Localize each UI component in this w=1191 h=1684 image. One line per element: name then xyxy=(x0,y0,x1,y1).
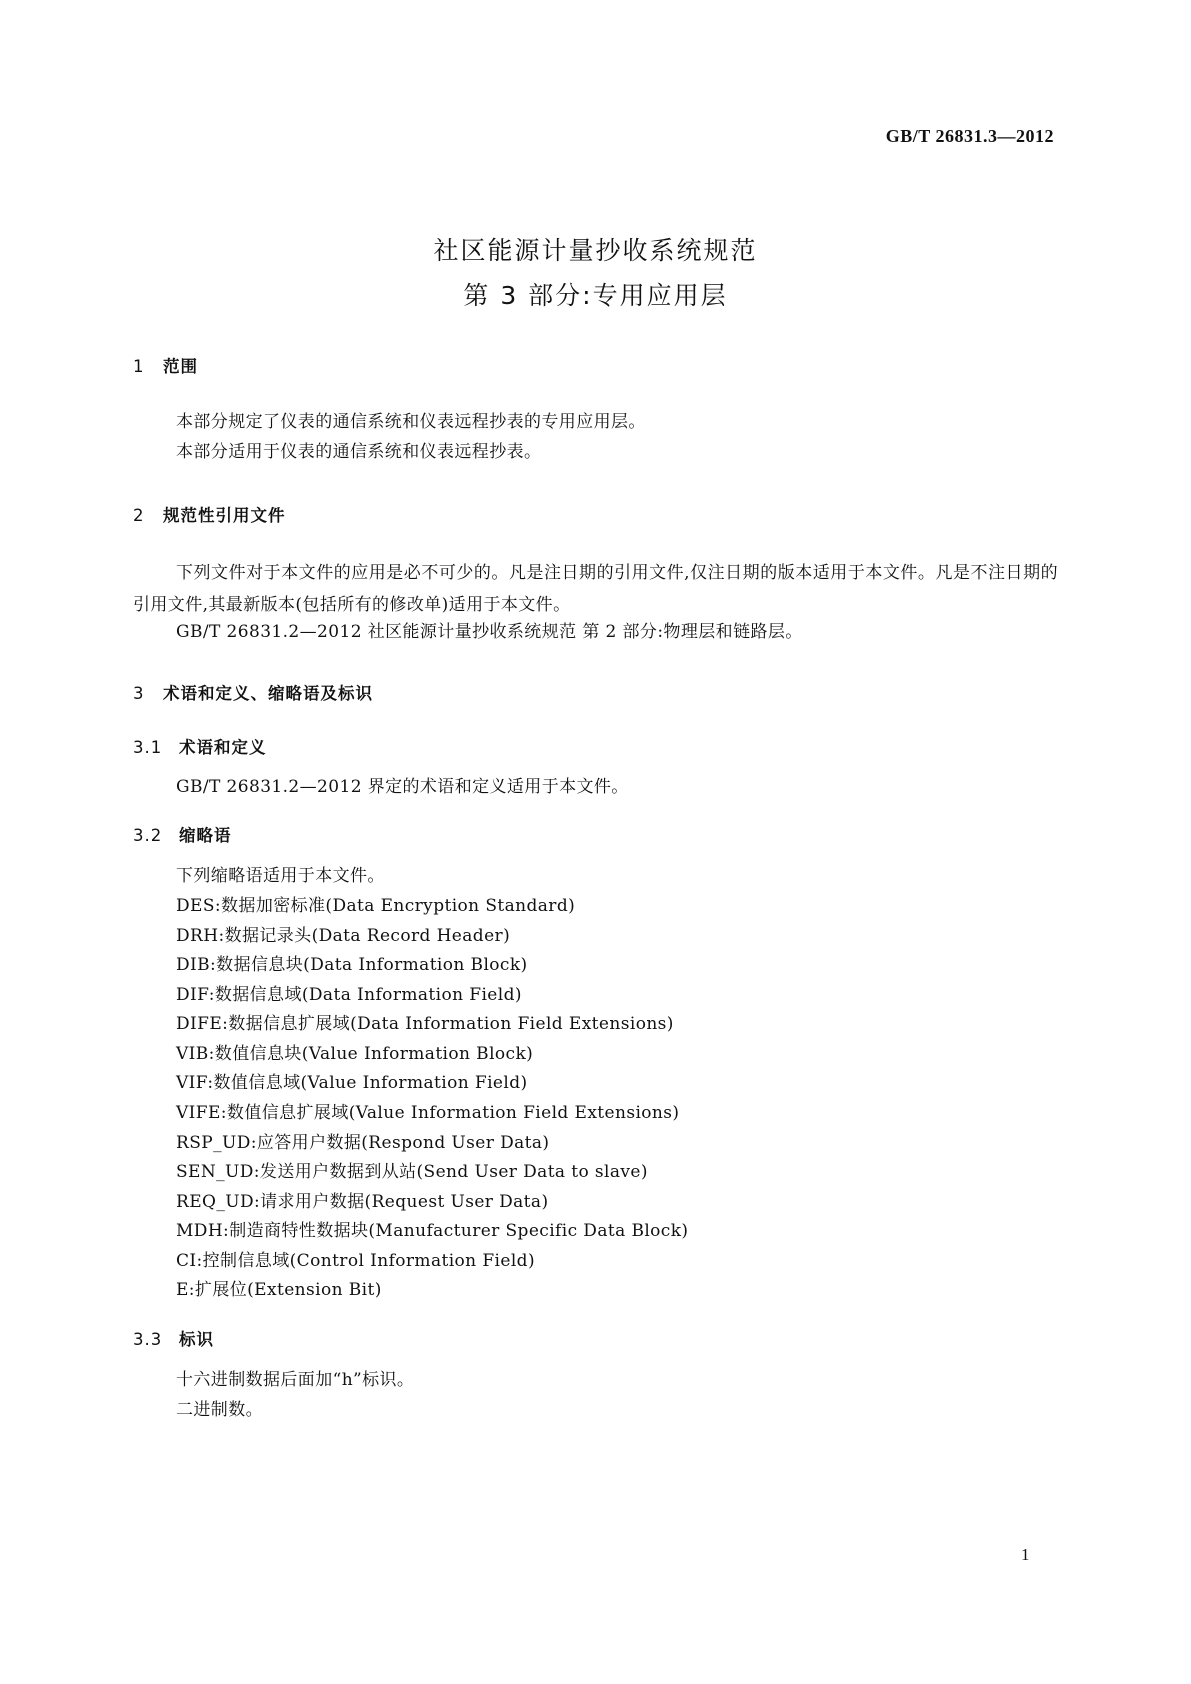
paragraph: 下列文件对于本文件的应用是必不可少的。凡是注日期的引用文件,仅注日期的版本适用于本文件。凡是不注日期的引用文件,其最新版本(包括所有的修改单)适用于本文件。 xyxy=(133,563,1058,615)
section-title: 缩略语 xyxy=(179,826,232,845)
document-title-main: 社区能源计量抄收系统规范 xyxy=(433,236,758,265)
section-3-2-heading xyxy=(133,822,232,846)
paragraph: GB/T 26831.2—2012 界定的术语和定义适用于本文件。 xyxy=(176,777,629,797)
abbreviation-item: DIF:数据信息域(Data Information Field) xyxy=(176,985,522,1005)
abbreviation-item: DIFE:数据信息扩展域(Data Information Field Extensions) xyxy=(176,1014,674,1034)
abbreviation-item: DES:数据加密标准(Data Encryption Standard) xyxy=(176,896,576,916)
section-number: 3.3 xyxy=(133,1330,163,1349)
abbreviation-item: CI:控制信息域(Control Information Field) xyxy=(176,1251,535,1271)
section-title: 术语和定义、缩略语及标识 xyxy=(163,684,373,703)
abbreviation-item: E:扩展位(Extension Bit) xyxy=(176,1280,382,1300)
abbreviation-item: VIF:数值信息域(Value Information Field) xyxy=(176,1073,528,1093)
abbreviation-item: VIB:数值信息块(Value Information Block) xyxy=(176,1044,534,1064)
abbreviation-item: SEN_UD:发送用户数据到从站(Send User Data to slave) xyxy=(176,1162,648,1182)
section-2-heading xyxy=(133,502,286,526)
abbreviation-item: VIFE:数值信息扩展域(Value Information Field Extensions) xyxy=(176,1103,680,1123)
section-number: 3.2 xyxy=(133,826,163,845)
abbreviation-item: MDH:制造商特性数据块(Manufacturer Specific Data Block) xyxy=(176,1221,689,1241)
section-3-heading xyxy=(133,680,373,704)
abbreviation-item: DRH:数据记录头(Data Record Header) xyxy=(176,926,511,946)
section-title: 术语和定义 xyxy=(179,738,267,757)
section-title: 范围 xyxy=(163,357,198,376)
section-1-heading xyxy=(133,353,198,377)
paragraph: 本部分规定了仪表的通信系统和仪表远程抄表的专用应用层。 xyxy=(176,412,646,432)
section-3-1-heading xyxy=(133,734,267,758)
abbreviation-item: DIB:数据信息块(Data Information Block) xyxy=(176,955,528,975)
section-number: 3.1 xyxy=(133,738,163,757)
normative-reference: GB/T 26831.2—2012 社区能源计量抄收系统规范 第 2 部分:物理层和链路层。 xyxy=(176,622,803,642)
section-number: 1 xyxy=(133,357,145,376)
abbreviation-item: RSP_UD:应答用户数据(Respond User Data) xyxy=(176,1133,550,1153)
standard-code: GB/T 26831.3—2012 xyxy=(885,126,1054,146)
section-title: 标识 xyxy=(179,1330,214,1349)
paragraph: 十六进制数据后面加“h”标识。 xyxy=(176,1370,415,1390)
page-number: 1 xyxy=(1021,1545,1030,1564)
section-3-3-heading xyxy=(133,1326,214,1350)
section-number: 2 xyxy=(133,506,145,525)
section-number: 3 xyxy=(133,684,145,703)
paragraph: 本部分适用于仪表的通信系统和仪表远程抄表。 xyxy=(176,442,542,462)
abbreviation-item: REQ_UD:请求用户数据(Request User Data) xyxy=(176,1192,549,1212)
section-title: 规范性引用文件 xyxy=(163,506,286,525)
paragraph: 下列缩略语适用于本文件。 xyxy=(176,866,385,886)
paragraph: 二进制数。 xyxy=(176,1400,263,1420)
document-title-part: 第 3 部分:专用应用层 xyxy=(463,281,728,310)
